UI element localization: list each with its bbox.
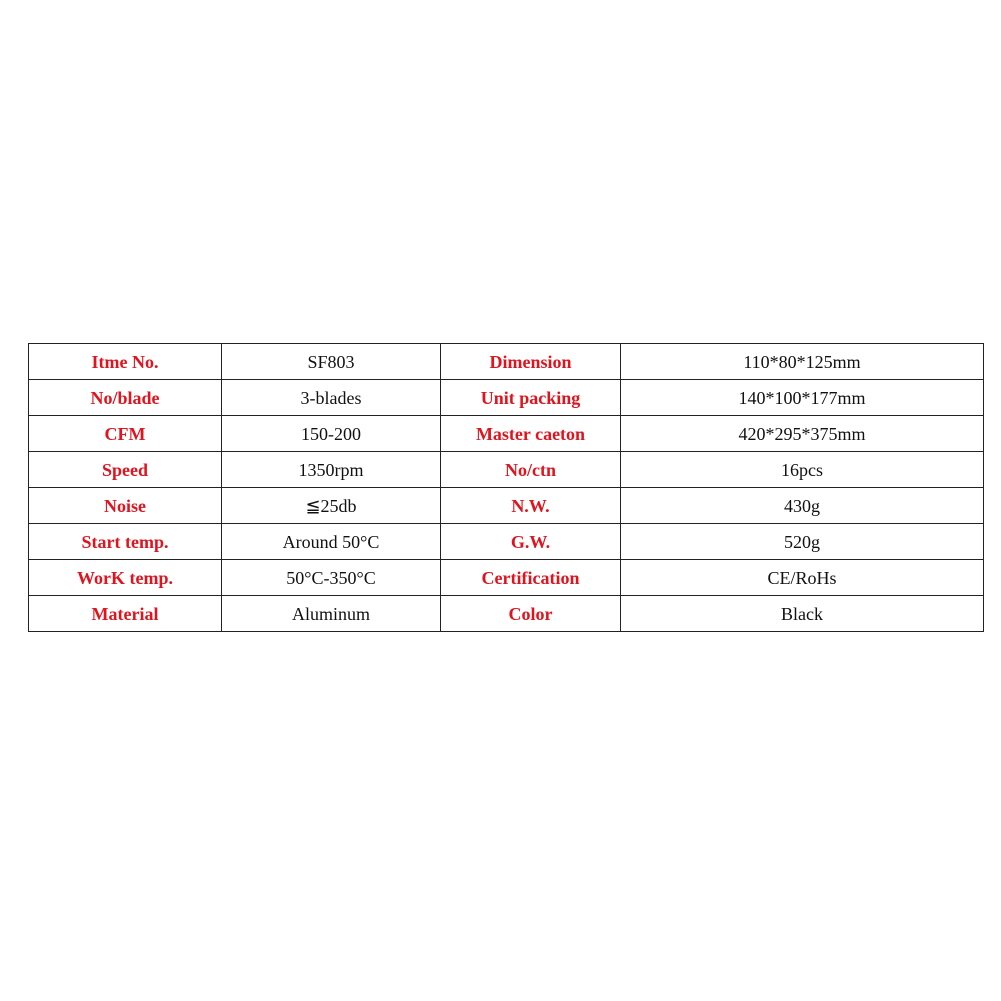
spec-value: Aluminum [222,596,441,632]
table-row [29,380,984,416]
spec-value: SF803 [222,344,441,380]
table-row [29,596,984,632]
spec-label: Master caeton [441,416,621,452]
table-row [29,560,984,596]
spec-label: Itme No. [29,344,222,380]
table-row [29,488,984,524]
spec-value: 50°C-350°C [222,560,441,596]
spec-label: CFM [29,416,222,452]
spec-value: 150-200 [222,416,441,452]
spec-value: Black [621,596,984,632]
spec-label: No/ctn [441,452,621,488]
spec-label: Noise [29,488,222,524]
spec-value: 3-blades [222,380,441,416]
spec-value: CE/RoHs [621,560,984,596]
spec-label: Speed [29,452,222,488]
spec-value: 16pcs [621,452,984,488]
spec-value: 430g [621,488,984,524]
spec-value: Around 50°C [222,524,441,560]
spec-label: Dimension [441,344,621,380]
spec-label: WorK temp. [29,560,222,596]
spec-table [28,343,984,632]
table-row [29,416,984,452]
table-row [29,524,984,560]
table-row [29,344,984,380]
spec-value: 1350rpm [222,452,441,488]
spec-label: G.W. [441,524,621,560]
spec-value: 520g [621,524,984,560]
spec-label: Color [441,596,621,632]
spec-label: Certification [441,560,621,596]
spec-value: 420*295*375mm [621,416,984,452]
spec-value: ≦25db [222,488,441,524]
spec-label: Unit packing [441,380,621,416]
table-row [29,452,984,488]
spec-label: Material [29,596,222,632]
spec-value: 110*80*125mm [621,344,984,380]
spec-label: Start temp. [29,524,222,560]
spec-label: N.W. [441,488,621,524]
spec-label: No/blade [29,380,222,416]
spec-value: 140*100*177mm [621,380,984,416]
